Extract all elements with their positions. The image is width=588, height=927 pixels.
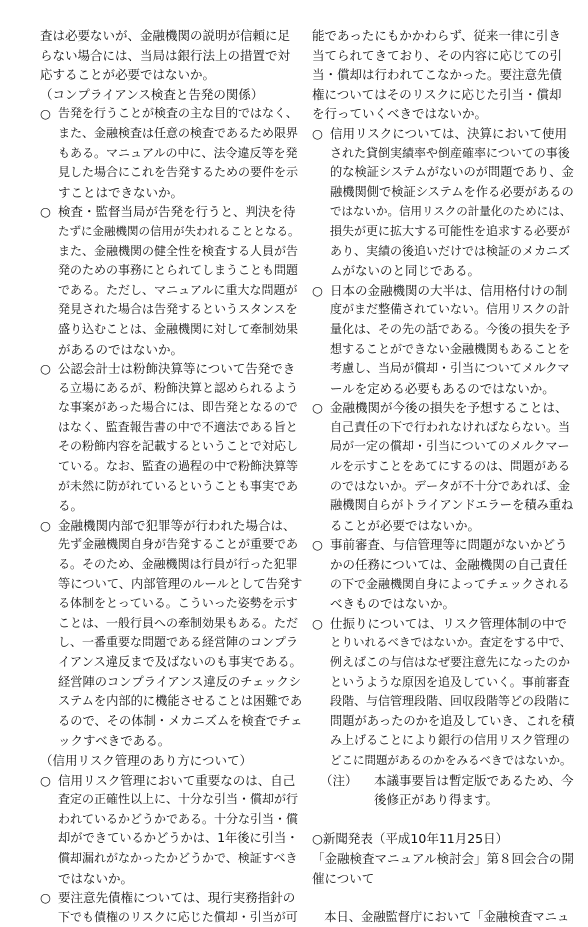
text-line: 段階、与信管理段階、回収段階等どの段階に [330,694,571,709]
section-heading [40,751,302,771]
text-line: 量化は、その先の話である。今後の損失を予 [330,321,571,336]
text-line: ルを示すことをあてにするのは、問題がある [330,459,571,474]
text-line: 的な検証システムがないのが問題であり、金 [330,165,574,180]
text-line: るので、その体制・メカニズムを検査でチェ [58,713,302,728]
bullet-marker: ○ [40,517,51,533]
text-line: る体制をとっている。こういった姿勢を示す [58,596,298,611]
paragraph-gap [312,810,574,830]
bullet-paragraph [40,104,302,202]
text-line: 見した場合にこれを告発するための要件を示 [58,165,299,180]
text-line: 金融機関が今後の損失を予想することは、 [330,400,568,416]
bullet-paragraph [40,888,302,927]
text-line: があるのではないか。 [58,341,184,357]
text-line: 日本の金融機関の大半は、信用格付けの制 [330,282,568,298]
text-line: を行っていくべきではないか。 [312,106,488,122]
bullet-paragraph [312,535,574,613]
text-line: 当・償却は行われてこなかった。要注意先債 [312,67,563,83]
note-label: （注） [320,772,358,788]
bullet-paragraph [40,202,302,359]
text-line: らない場合には、当局は銀行法上の措置で対 [40,47,291,63]
text-line: イアンス違反まで及ばないのも事実である。 [58,655,302,669]
text-line: 等について、内部管理のルールとして告発す [58,576,302,591]
note-paragraph [312,771,574,810]
text-line: である。ただし、マニュアルに重大な問題が [58,282,298,297]
text-line: み上げることにより銀行の信用リスク管理の [330,733,570,748]
text-line: 応することが必要ではないか。 [40,67,216,83]
text-line: 損失が更に拡大する可能性を追求する必要が [330,223,571,238]
text-line: のではないか。データが不十分であれば、金 [330,478,571,493]
bullet-marker: ○ [312,615,323,631]
right-column [312,26,574,927]
text-line: 権についてはそのリスクに応じた引当・償却 [312,86,562,102]
bullet-paragraph [40,359,302,516]
text-line: ている。なお、監査の過程の中で粉飾決算等 [58,459,299,474]
bullet-marker: ○ [312,537,323,553]
text-line: 例えばこの与信はなぜ要注意先になったのか [330,655,571,669]
text-line: の下で金融機関自身によってチェックされる [330,576,570,591]
text-line: 「金融検査マニュアル検討会」第８回会合の開 [312,850,574,866]
text-line: し、一番重要な問題である経営陣のコンプラ [58,635,299,650]
text-line: 事前審査、与信管理等に問題がないかどう [330,537,568,553]
text-line: 能であったにもかかわらず、従来一律に引き [312,28,561,43]
bullet-paragraph [312,614,574,771]
text-paragraph [312,26,574,124]
text-line: 償却漏れがなかったかどうかで、検証すべき [58,850,298,865]
text-line: な事案があった場合には、即告発となるので [58,400,298,415]
text-line: が未然に防がれているということも事実であ [58,478,299,493]
bullet-marker: ○ [40,204,51,220]
text-line: とりいれるべきではないか。査定をする中で、 [330,635,572,650]
text-line: 後修正があり得ます。 [374,792,499,808]
text-line: べきものではないか。 [330,596,456,612]
text-line: われているかどうかである。十分な引当・償 [58,811,299,826]
bullet-marker: ○ [40,772,51,788]
text-line: 発のための事務にとられてしまうことも問題 [58,263,299,278]
bullet-paragraph [312,281,574,399]
text-line: （信用リスク管理のあり方について） [40,752,253,768]
text-line: もある。マニュアルの中に、法令違反等を発 [58,145,298,160]
bullet-marker: ○ [312,125,323,141]
bullet-marker: ○ [40,361,51,377]
text-line: 融機関自らがトライアンドエラーを積み重ね [330,498,574,513]
text-paragraph [40,26,302,85]
text-line: 下でも債権のリスクに応じた償却・引当が可 [58,909,298,924]
text-line: ックすべきである。 [58,733,171,749]
text-line: かの任務については、金融機関の自己責任 [330,557,568,573]
text-line: 催について [312,870,375,886]
text-line: 金融機関内部で犯罪等が行われた場合は、 [58,517,296,533]
section-heading [312,829,574,849]
section-heading [40,85,302,105]
text-line: また、金融機関の健全性を検査する人員が告 [58,243,299,258]
text-line: ではないか。 [58,870,134,886]
text-line: 先ず金融機関自身が告発することが重要であ [58,537,299,552]
text-paragraph [312,908,574,927]
text-line: 要注意先債権については、現行実務指針の [58,890,296,906]
bullet-marker: ○ [40,890,51,906]
text-line: すことはできないか。 [58,184,184,200]
bullet-marker: ○ [312,400,323,416]
section-heading [312,849,574,888]
text-line: たずに金融機関の信用が失われることとなる。 [58,223,300,238]
text-line: る立場にあるが、粉飾決算と認められるよう [58,380,299,395]
text-line: 融機関側で検証システムを作る必要があるの [330,184,574,199]
text-line: どこに問題があるのかをみるべきではないか。 [330,752,572,767]
text-line: る。そのため、金融機関は行員が行った犯罪 [58,557,298,572]
text-line: 信用リスクについては、決算において使用 [330,125,568,141]
text-line: また、金融検査は任意の検査であるため限界 [58,125,299,140]
text-line: 公認会計士は粉飾決算等について告発でき [58,361,296,377]
text-line: ールを定める必要もあるのではないか。 [330,380,555,396]
bullet-paragraph [312,124,574,281]
text-line: というような原因を追及していく。事前審査 [330,674,570,689]
text-line: 問題があったのかを追及していき、これを積 [330,713,574,728]
text-line: 度がまだ整備されていない。信用リスクの計 [330,302,570,317]
bullet-paragraph [40,771,302,889]
text-line: ことは、一般行員への牽制効果もある。ただ [58,615,299,630]
text-line: 経営陣のコンプライアンス違反のチェックシ [58,674,302,689]
bullet-marker: ○ [312,282,323,298]
text-line: 局が一定の償却・引当についてのメルクマー [330,439,570,454]
text-line: 盛り込むことは、金融機関に対して牽制効果 [58,321,299,336]
text-line: 発見された場合は告発するというスタンスを [58,302,298,317]
text-line: ムがないのと同じである。 [330,263,481,279]
text-line: その粉飾内容を記載するということで対応し [58,439,299,454]
text-line: 当てられてきており、その内容に応じての引 [312,47,563,63]
text-line: る。 [58,498,84,514]
bullet-paragraph [312,398,574,535]
text-line: 考慮し、当局が償却・引当についてメルクマ [330,361,570,376]
bullet-paragraph [40,516,302,751]
text-line: された貸倒実績率や倒産確率についての事後 [330,145,570,160]
left-column [40,26,302,927]
text-line: ることが必要ではないか。 [330,517,481,533]
text-line: 却ができているかどうかは、1年後に引当・ [58,831,299,846]
text-line: ステムを内部的に機能させることは困難であ [58,694,302,709]
bullet-marker: ○ [40,106,51,122]
text-line: 査は必要ないが、金融機関の説明が信頼に足 [40,28,291,43]
text-line: ではないか。信用リスクの計量化のためには、 [330,204,572,219]
text-line: 査定の正確性以上に、十分な引当・償却が行 [58,792,299,807]
text-line: 検査・監督当局が告発を行うと、判決を待 [58,204,296,220]
text-line: 告発を行うことが検査の主な目的ではなく、 [58,106,298,121]
text-line: ○新聞発表（平成10年11月25日） [312,831,509,847]
text-line: 本議事要旨は暫定版であるため、今 [374,772,574,788]
text-line: （コンプライアンス検査と告発の関係） [40,86,264,102]
text-line: 自己責任の下で行われなければならない。当 [330,419,571,434]
text-line: 本日、金融監督庁において「金融検査マニュ [312,909,570,924]
text-line: あり、実績の後追いだけでは検証のメカニズ [330,243,571,258]
text-line: はなく、監査報告書の中で不適法である旨と [58,419,298,434]
text-line: 想することができない金融機関もあることを [330,341,571,356]
text-line: 信用リスク管理において重要なのは、自己 [58,772,296,788]
text-line: 仕振りについては、リスク管理体制の中で [330,615,568,631]
